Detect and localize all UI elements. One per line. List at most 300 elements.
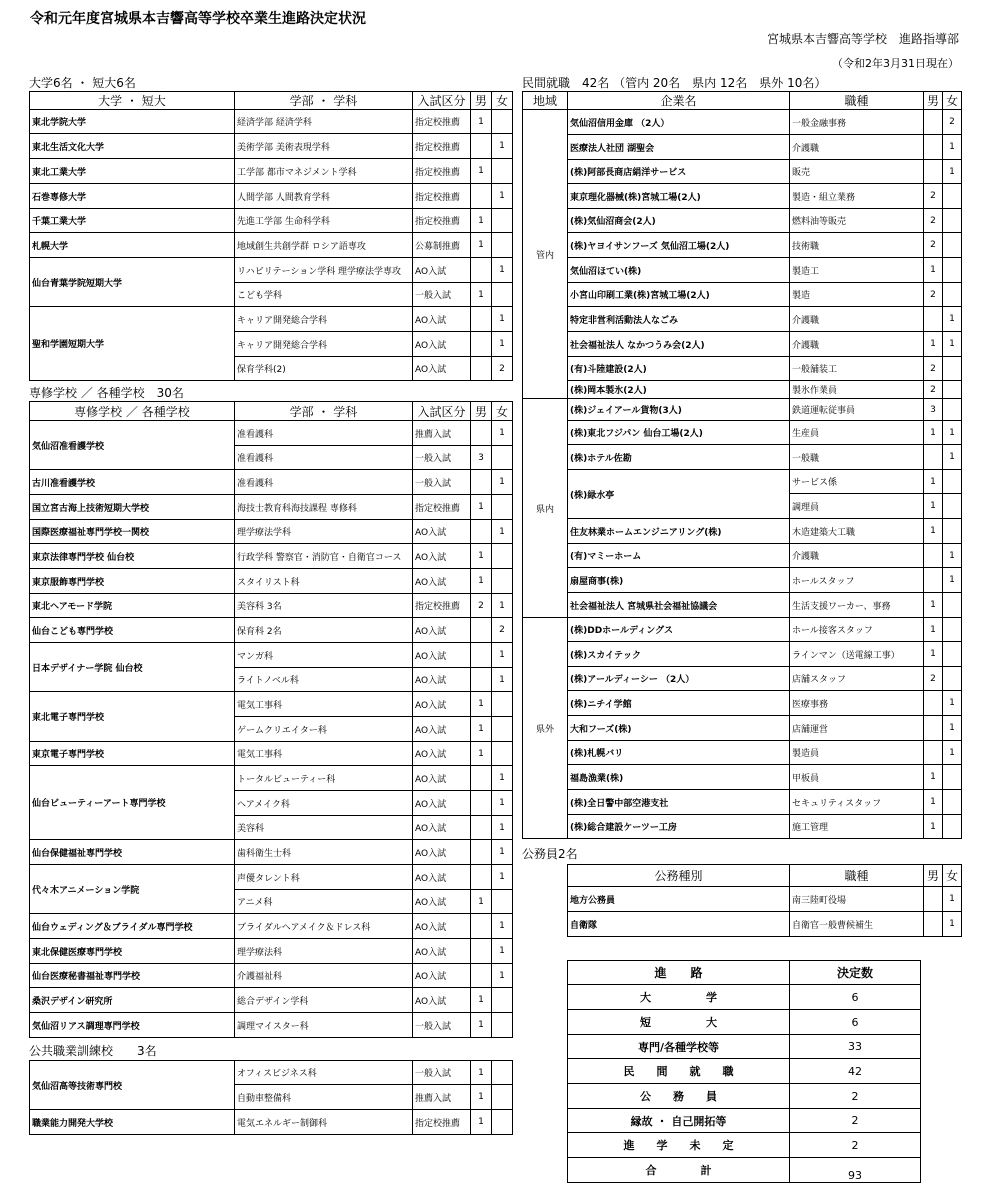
male-count: 2 bbox=[924, 283, 943, 307]
school-name: 東北生活文化大学 bbox=[30, 134, 235, 159]
job-type: 生活支援ワーカー、事務 bbox=[790, 593, 924, 618]
table-row bbox=[30, 110, 513, 134]
female-count: 1 bbox=[492, 594, 513, 618]
table-row bbox=[30, 914, 513, 939]
job-type: 一般金融事務 bbox=[790, 110, 924, 135]
company-name: 大和フーズ(株) bbox=[568, 716, 790, 741]
male-count: 1 bbox=[924, 494, 943, 519]
company-name: (有)マミーホーム bbox=[568, 544, 790, 568]
school-name: 仙台ウェディング＆ブライダル専門学校 bbox=[30, 914, 235, 939]
department: キャリア開発総合学科 bbox=[235, 332, 413, 357]
female-count bbox=[943, 381, 962, 399]
male-count: 1 bbox=[924, 258, 943, 283]
header-cell: 大学 ・ 短大 bbox=[30, 92, 235, 110]
table-header bbox=[30, 402, 513, 421]
school-name: 気仙沼高等技術専門校 bbox=[30, 1061, 235, 1110]
male-count: 1 bbox=[471, 988, 492, 1013]
male-count: 1 bbox=[924, 332, 943, 357]
company-name: 気仙沼信用金庫 （2人） bbox=[568, 110, 790, 135]
table-row bbox=[523, 691, 962, 716]
school-name: 東北工業大学 bbox=[30, 159, 235, 184]
job-type: ホールスタッフ bbox=[790, 568, 924, 593]
department: オフィスビジネス科 bbox=[235, 1061, 413, 1085]
table-row bbox=[30, 988, 513, 1013]
female-count bbox=[492, 1013, 513, 1038]
job-type: 店舗運営 bbox=[790, 716, 924, 741]
department: 電気エネルギー制御科 bbox=[235, 1110, 413, 1135]
summary-table bbox=[567, 960, 921, 1183]
male-count: 1 bbox=[471, 495, 492, 520]
female-count: 1 bbox=[492, 643, 513, 668]
male-count: 1 bbox=[471, 283, 492, 307]
company-name: (株)ホテル佐勘 bbox=[568, 445, 790, 470]
department: こども学科 bbox=[235, 283, 413, 307]
department: 美術学部 美術表現学科 bbox=[235, 134, 413, 159]
male-count: 2 bbox=[924, 184, 943, 209]
female-count bbox=[943, 233, 962, 258]
female-count bbox=[492, 890, 513, 914]
department: 理学療法学科 bbox=[235, 520, 413, 544]
exam-type: AO入試 bbox=[413, 520, 471, 544]
male-count: 1 bbox=[924, 618, 943, 642]
university-table bbox=[29, 91, 513, 381]
male-count: 2 bbox=[924, 667, 943, 691]
table-row bbox=[30, 594, 513, 618]
school-name: 東北ヘアモード学院 bbox=[30, 594, 235, 618]
female-count: 1 bbox=[943, 741, 962, 765]
school-name: 仙台こども専門学校 bbox=[30, 618, 235, 643]
female-count bbox=[943, 494, 962, 519]
female-count: 2 bbox=[943, 110, 962, 135]
header-cell: 公務種別 bbox=[568, 865, 790, 887]
company-name: 特定非営利活動法人なごみ bbox=[568, 307, 790, 332]
female-count: 1 bbox=[492, 816, 513, 840]
female-count: 2 bbox=[492, 618, 513, 643]
company-name: (株)全日警中部空港支社 bbox=[568, 790, 790, 815]
female-count: 1 bbox=[492, 964, 513, 988]
female-count bbox=[492, 159, 513, 184]
female-count bbox=[492, 742, 513, 766]
exam-type: AO入試 bbox=[413, 964, 471, 988]
civil-caption: 公務員2名 bbox=[522, 847, 578, 861]
female-count bbox=[943, 357, 962, 381]
department: 電気工事科 bbox=[235, 692, 413, 717]
job-type: 製造員 bbox=[790, 741, 924, 765]
company-name: 福島漁業(株) bbox=[568, 765, 790, 790]
male-count: 1 bbox=[471, 1013, 492, 1038]
header-cell: 男 bbox=[471, 402, 492, 421]
exam-type: 一般入試 bbox=[413, 1013, 471, 1038]
school-name: 国立宮古海上技術短期大学校 bbox=[30, 495, 235, 520]
table-row bbox=[523, 110, 962, 135]
female-count: 1 bbox=[943, 544, 962, 568]
exam-type: AO入試 bbox=[413, 332, 471, 357]
header-cell: 入試区分 bbox=[413, 92, 471, 110]
female-count bbox=[492, 1110, 513, 1135]
job-type: 製氷作業員 bbox=[790, 381, 924, 399]
table-row bbox=[523, 258, 962, 283]
school-name: 札幌大学 bbox=[30, 233, 235, 258]
company-name: 小宮山印刷工業(株)宮城工場(2人) bbox=[568, 283, 790, 307]
table-row bbox=[30, 865, 513, 890]
male-count bbox=[471, 865, 492, 890]
male-count: 3 bbox=[924, 399, 943, 421]
header-cell: 男 bbox=[924, 865, 943, 887]
region-cell: 県内 bbox=[523, 399, 568, 618]
company-name: 扇屋商事(株) bbox=[568, 568, 790, 593]
male-count: 1 bbox=[471, 692, 492, 717]
table-row bbox=[523, 160, 962, 184]
table-row bbox=[30, 643, 513, 668]
male-count: 1 bbox=[471, 209, 492, 233]
male-count bbox=[471, 643, 492, 668]
table-row bbox=[523, 209, 962, 233]
male-count bbox=[924, 887, 943, 912]
company-name: 社会福祉法人 なかつうみ会(2人) bbox=[568, 332, 790, 357]
male-count bbox=[471, 618, 492, 643]
female-count bbox=[943, 815, 962, 839]
female-count: 1 bbox=[943, 332, 962, 357]
training-caption: 公共職業訓練校 3名 bbox=[29, 1044, 157, 1058]
table-row bbox=[523, 790, 962, 815]
header-cell: 女 bbox=[492, 402, 513, 421]
table-row bbox=[523, 421, 962, 445]
summary-value: 33 bbox=[790, 1035, 921, 1059]
female-count bbox=[943, 399, 962, 421]
job-type: 木造建築大工職 bbox=[790, 519, 924, 544]
male-count bbox=[471, 520, 492, 544]
school-name: 古川准看護学校 bbox=[30, 470, 235, 495]
school-name: 東京電子専門学校 bbox=[30, 742, 235, 766]
male-count: 1 bbox=[471, 544, 492, 569]
department: マンガ科 bbox=[235, 643, 413, 668]
female-count: 1 bbox=[943, 135, 962, 160]
summary-label: 専門/各種学校等 bbox=[568, 1035, 790, 1059]
job-type: 燃料油等販売 bbox=[790, 209, 924, 233]
exam-type: AO入試 bbox=[413, 307, 471, 332]
department: キャリア開発総合学科 bbox=[235, 307, 413, 332]
job-type: セキュリティスタッフ bbox=[790, 790, 924, 815]
department: 総合デザイン学科 bbox=[235, 988, 413, 1013]
job-type: 技術職 bbox=[790, 233, 924, 258]
table-row bbox=[523, 667, 962, 691]
summary-row bbox=[568, 1133, 921, 1158]
table-row bbox=[523, 470, 962, 494]
female-count: 1 bbox=[492, 258, 513, 283]
summary-value: 2 bbox=[790, 1133, 921, 1158]
job-type: 自衛官一般曹候補生 bbox=[790, 912, 924, 937]
school-name: 桑沢デザイン研究所 bbox=[30, 988, 235, 1013]
job-type: 一般職 bbox=[790, 445, 924, 470]
table-header bbox=[523, 92, 962, 110]
exam-type: 一般入試 bbox=[413, 283, 471, 307]
male-count bbox=[924, 445, 943, 470]
male-count: 1 bbox=[924, 470, 943, 494]
table-row bbox=[30, 159, 513, 184]
exam-type: 公募制推薦 bbox=[413, 233, 471, 258]
school-name: 国際医療福祉専門学校一関校 bbox=[30, 520, 235, 544]
department: ブライダルヘアメイク＆ドレス科 bbox=[235, 914, 413, 939]
female-count bbox=[492, 110, 513, 134]
male-count: 1 bbox=[471, 159, 492, 184]
male-count: 1 bbox=[924, 519, 943, 544]
header-cell: 学部 ・ 学科 bbox=[235, 92, 413, 110]
job-type: 生産員 bbox=[790, 421, 924, 445]
table-row bbox=[30, 134, 513, 159]
exam-type: AO入試 bbox=[413, 618, 471, 643]
company-name: (株)ニチイ学館 bbox=[568, 691, 790, 716]
report-date: （令和2年3月31日現在） bbox=[832, 57, 959, 70]
table-header bbox=[568, 961, 921, 985]
summary-label: 民 間 就 職 bbox=[568, 1059, 790, 1084]
male-count bbox=[471, 840, 492, 865]
school-name: 東北学院大学 bbox=[30, 110, 235, 134]
exam-type: AO入試 bbox=[413, 742, 471, 766]
school-name: 東北保健医療専門学校 bbox=[30, 939, 235, 964]
female-count: 1 bbox=[492, 865, 513, 890]
female-count bbox=[492, 717, 513, 742]
summary-label: 縁故 ・ 自己開拓等 bbox=[568, 1109, 790, 1133]
job-type: 施工管理 bbox=[790, 815, 924, 839]
company-name: (有)斗陸建設(2人) bbox=[568, 357, 790, 381]
table-row bbox=[30, 939, 513, 964]
school-name: 仙台保健福祉専門学校 bbox=[30, 840, 235, 865]
department: 先進工学部 生命科学科 bbox=[235, 209, 413, 233]
table-row bbox=[523, 357, 962, 381]
department: 地域創生共創学群 ロシア語専攻 bbox=[235, 233, 413, 258]
exam-type: AO入試 bbox=[413, 258, 471, 283]
table-row bbox=[30, 470, 513, 495]
job-type: 南三陸町役場 bbox=[790, 887, 924, 912]
male-count bbox=[924, 741, 943, 765]
company-name: (株)スカイテック bbox=[568, 642, 790, 667]
exam-type: AO入試 bbox=[413, 544, 471, 569]
header-cell: 職種 bbox=[790, 865, 924, 887]
job-type: ラインマン（送電線工事） bbox=[790, 642, 924, 667]
department: 経済学部 経済学科 bbox=[235, 110, 413, 134]
male-count bbox=[924, 691, 943, 716]
header-cell: 女 bbox=[943, 92, 962, 110]
male-count: 1 bbox=[471, 569, 492, 594]
male-count: 2 bbox=[924, 357, 943, 381]
job-type: 製造工 bbox=[790, 258, 924, 283]
department: 声優タレント科 bbox=[235, 865, 413, 890]
employment-table bbox=[522, 91, 962, 839]
school-name: 千葉工業大学 bbox=[30, 209, 235, 233]
company-name: (株)ジェイアール貨物(3人) bbox=[568, 399, 790, 421]
exam-type: AO入試 bbox=[413, 569, 471, 594]
table-row bbox=[523, 445, 962, 470]
job-type: 医療事務 bbox=[790, 691, 924, 716]
department: 保育科 2名 bbox=[235, 618, 413, 643]
exam-type: 指定校推薦 bbox=[413, 209, 471, 233]
civil-type: 自衛隊 bbox=[568, 912, 790, 937]
job-type: 製造・組立業務 bbox=[790, 184, 924, 209]
department: 保育学科(2) bbox=[235, 357, 413, 381]
school-name: 気仙沼リアス調理専門学校 bbox=[30, 1013, 235, 1038]
table-row bbox=[523, 399, 962, 421]
female-count: 1 bbox=[492, 668, 513, 692]
job-type: ホール接客スタッフ bbox=[790, 618, 924, 642]
summary-value: 6 bbox=[790, 1010, 921, 1035]
header-cell: 入試区分 bbox=[413, 402, 471, 421]
job-type: サービス係 bbox=[790, 470, 924, 494]
table-row bbox=[30, 1061, 513, 1085]
male-count: 1 bbox=[924, 642, 943, 667]
summary-row bbox=[568, 1010, 921, 1035]
female-count bbox=[492, 209, 513, 233]
female-count: 1 bbox=[492, 332, 513, 357]
male-count bbox=[924, 307, 943, 332]
male-count: 1 bbox=[471, 1061, 492, 1085]
organization: 宮城県本吉響高等学校 進路指導部 bbox=[766, 32, 959, 46]
exam-type: AO入試 bbox=[413, 840, 471, 865]
job-type: 一般舗装工 bbox=[790, 357, 924, 381]
female-count bbox=[943, 642, 962, 667]
female-count bbox=[943, 618, 962, 642]
summary-row bbox=[568, 1109, 921, 1133]
school-name: 石巻専修大学 bbox=[30, 184, 235, 209]
department: アニメ科 bbox=[235, 890, 413, 914]
department: 介護福祉科 bbox=[235, 964, 413, 988]
company-name: 気仙沼ほてい(株) bbox=[568, 258, 790, 283]
female-count bbox=[492, 569, 513, 594]
school-name: 聖和学園短期大学 bbox=[30, 307, 235, 381]
header-cell: 地域 bbox=[523, 92, 568, 110]
summary-label: 公 務 員 bbox=[568, 1084, 790, 1109]
exam-type: 指定校推薦 bbox=[413, 1110, 471, 1135]
exam-type: AO入試 bbox=[413, 357, 471, 381]
female-count: 1 bbox=[943, 307, 962, 332]
page-title: 令和元年度宮城県本吉響高等学校卒業生進路決定状況 bbox=[30, 11, 366, 27]
department: 准看護科 bbox=[235, 446, 413, 470]
exam-type: AO入試 bbox=[413, 766, 471, 791]
male-count: 1 bbox=[924, 815, 943, 839]
male-count: 1 bbox=[471, 1110, 492, 1135]
female-count: 1 bbox=[943, 445, 962, 470]
school-name: 日本デザイナー学院 仙台校 bbox=[30, 643, 235, 692]
job-type: 鉄道運転従事員 bbox=[790, 399, 924, 421]
company-name: (株)阿部長商店絹洋サービス bbox=[568, 160, 790, 184]
exam-type: 指定校推薦 bbox=[413, 110, 471, 134]
summary-row bbox=[568, 1158, 921, 1183]
male-count bbox=[924, 160, 943, 184]
exam-type: AO入試 bbox=[413, 791, 471, 816]
table-row bbox=[523, 233, 962, 258]
table-row bbox=[523, 544, 962, 568]
table-row bbox=[523, 642, 962, 667]
male-count bbox=[471, 939, 492, 964]
table-header bbox=[30, 92, 513, 110]
company-name: 東京理化器械(株)宮城工場(2人) bbox=[568, 184, 790, 209]
job-type: 販売 bbox=[790, 160, 924, 184]
header-cell: 企業名 bbox=[568, 92, 790, 110]
table-row bbox=[30, 421, 513, 446]
job-type: 介護職 bbox=[790, 544, 924, 568]
female-count: 1 bbox=[943, 691, 962, 716]
table-row bbox=[30, 544, 513, 569]
exam-type: AO入試 bbox=[413, 668, 471, 692]
table-row bbox=[30, 233, 513, 258]
summary-row bbox=[568, 1084, 921, 1109]
female-count bbox=[943, 209, 962, 233]
school-name: 仙台ビューティーアート専門学校 bbox=[30, 766, 235, 840]
training-table bbox=[29, 1060, 513, 1135]
male-count: 1 bbox=[924, 790, 943, 815]
department: 美容科 3名 bbox=[235, 594, 413, 618]
job-type: 製造 bbox=[790, 283, 924, 307]
female-count: 1 bbox=[943, 568, 962, 593]
female-count: 1 bbox=[492, 939, 513, 964]
exam-type: AO入試 bbox=[413, 914, 471, 939]
exam-type: 指定校推薦 bbox=[413, 495, 471, 520]
header-cell: 職種 bbox=[790, 92, 924, 110]
civil-type: 地方公務員 bbox=[568, 887, 790, 912]
male-count: 1 bbox=[924, 593, 943, 618]
school-name: 東京法律専門学校 仙台校 bbox=[30, 544, 235, 569]
department: ヘアメイク科 bbox=[235, 791, 413, 816]
male-count: 2 bbox=[924, 381, 943, 399]
table-row bbox=[523, 815, 962, 839]
male-count bbox=[471, 307, 492, 332]
table-row bbox=[523, 765, 962, 790]
job-type: 甲板員 bbox=[790, 765, 924, 790]
exam-type: AO入試 bbox=[413, 988, 471, 1013]
summary-value: 6 bbox=[790, 985, 921, 1010]
female-count bbox=[492, 233, 513, 258]
female-count: 1 bbox=[943, 421, 962, 445]
employment-caption: 民間就職 42名 （管内 20名 県内 12名 県外 10名） bbox=[522, 76, 827, 90]
table-row bbox=[523, 519, 962, 544]
school-name: 気仙沼准看護学校 bbox=[30, 421, 235, 470]
male-count bbox=[471, 421, 492, 446]
table-row bbox=[30, 742, 513, 766]
female-count bbox=[492, 495, 513, 520]
male-count bbox=[471, 964, 492, 988]
table-row bbox=[30, 209, 513, 233]
department: ゲームクリエイター科 bbox=[235, 717, 413, 742]
female-count bbox=[943, 258, 962, 283]
exam-type: AO入試 bbox=[413, 816, 471, 840]
female-count: 1 bbox=[492, 307, 513, 332]
female-count: 1 bbox=[492, 184, 513, 209]
company-name: 住友林業ホームエンジニアリング(株) bbox=[568, 519, 790, 544]
job-type: 介護職 bbox=[790, 307, 924, 332]
company-name: (株)ヤヨイサンフーズ 気仙沼工場(2人) bbox=[568, 233, 790, 258]
exam-type: AO入試 bbox=[413, 717, 471, 742]
male-count bbox=[471, 791, 492, 816]
exam-type: AO入試 bbox=[413, 865, 471, 890]
job-type: 店舗スタッフ bbox=[790, 667, 924, 691]
table-header bbox=[568, 865, 962, 887]
department: 工学部 都市マネジメント学科 bbox=[235, 159, 413, 184]
school-name: 東京服飾専門学校 bbox=[30, 569, 235, 594]
school-name: 代々木アニメーション学院 bbox=[30, 865, 235, 914]
company-name: (株)DDホールディングス bbox=[568, 618, 790, 642]
exam-type: AO入試 bbox=[413, 692, 471, 717]
female-count bbox=[943, 790, 962, 815]
table-row bbox=[30, 520, 513, 544]
header-cell: 進 路 bbox=[568, 961, 790, 985]
table-row bbox=[30, 1110, 513, 1135]
summary-label: 進 学 未 定 bbox=[568, 1133, 790, 1158]
table-row bbox=[30, 964, 513, 988]
summary-row bbox=[568, 1035, 921, 1059]
male-count bbox=[471, 766, 492, 791]
school-name: 職業能力開発大学校 bbox=[30, 1110, 235, 1135]
male-count: 1 bbox=[471, 890, 492, 914]
female-count bbox=[943, 470, 962, 494]
